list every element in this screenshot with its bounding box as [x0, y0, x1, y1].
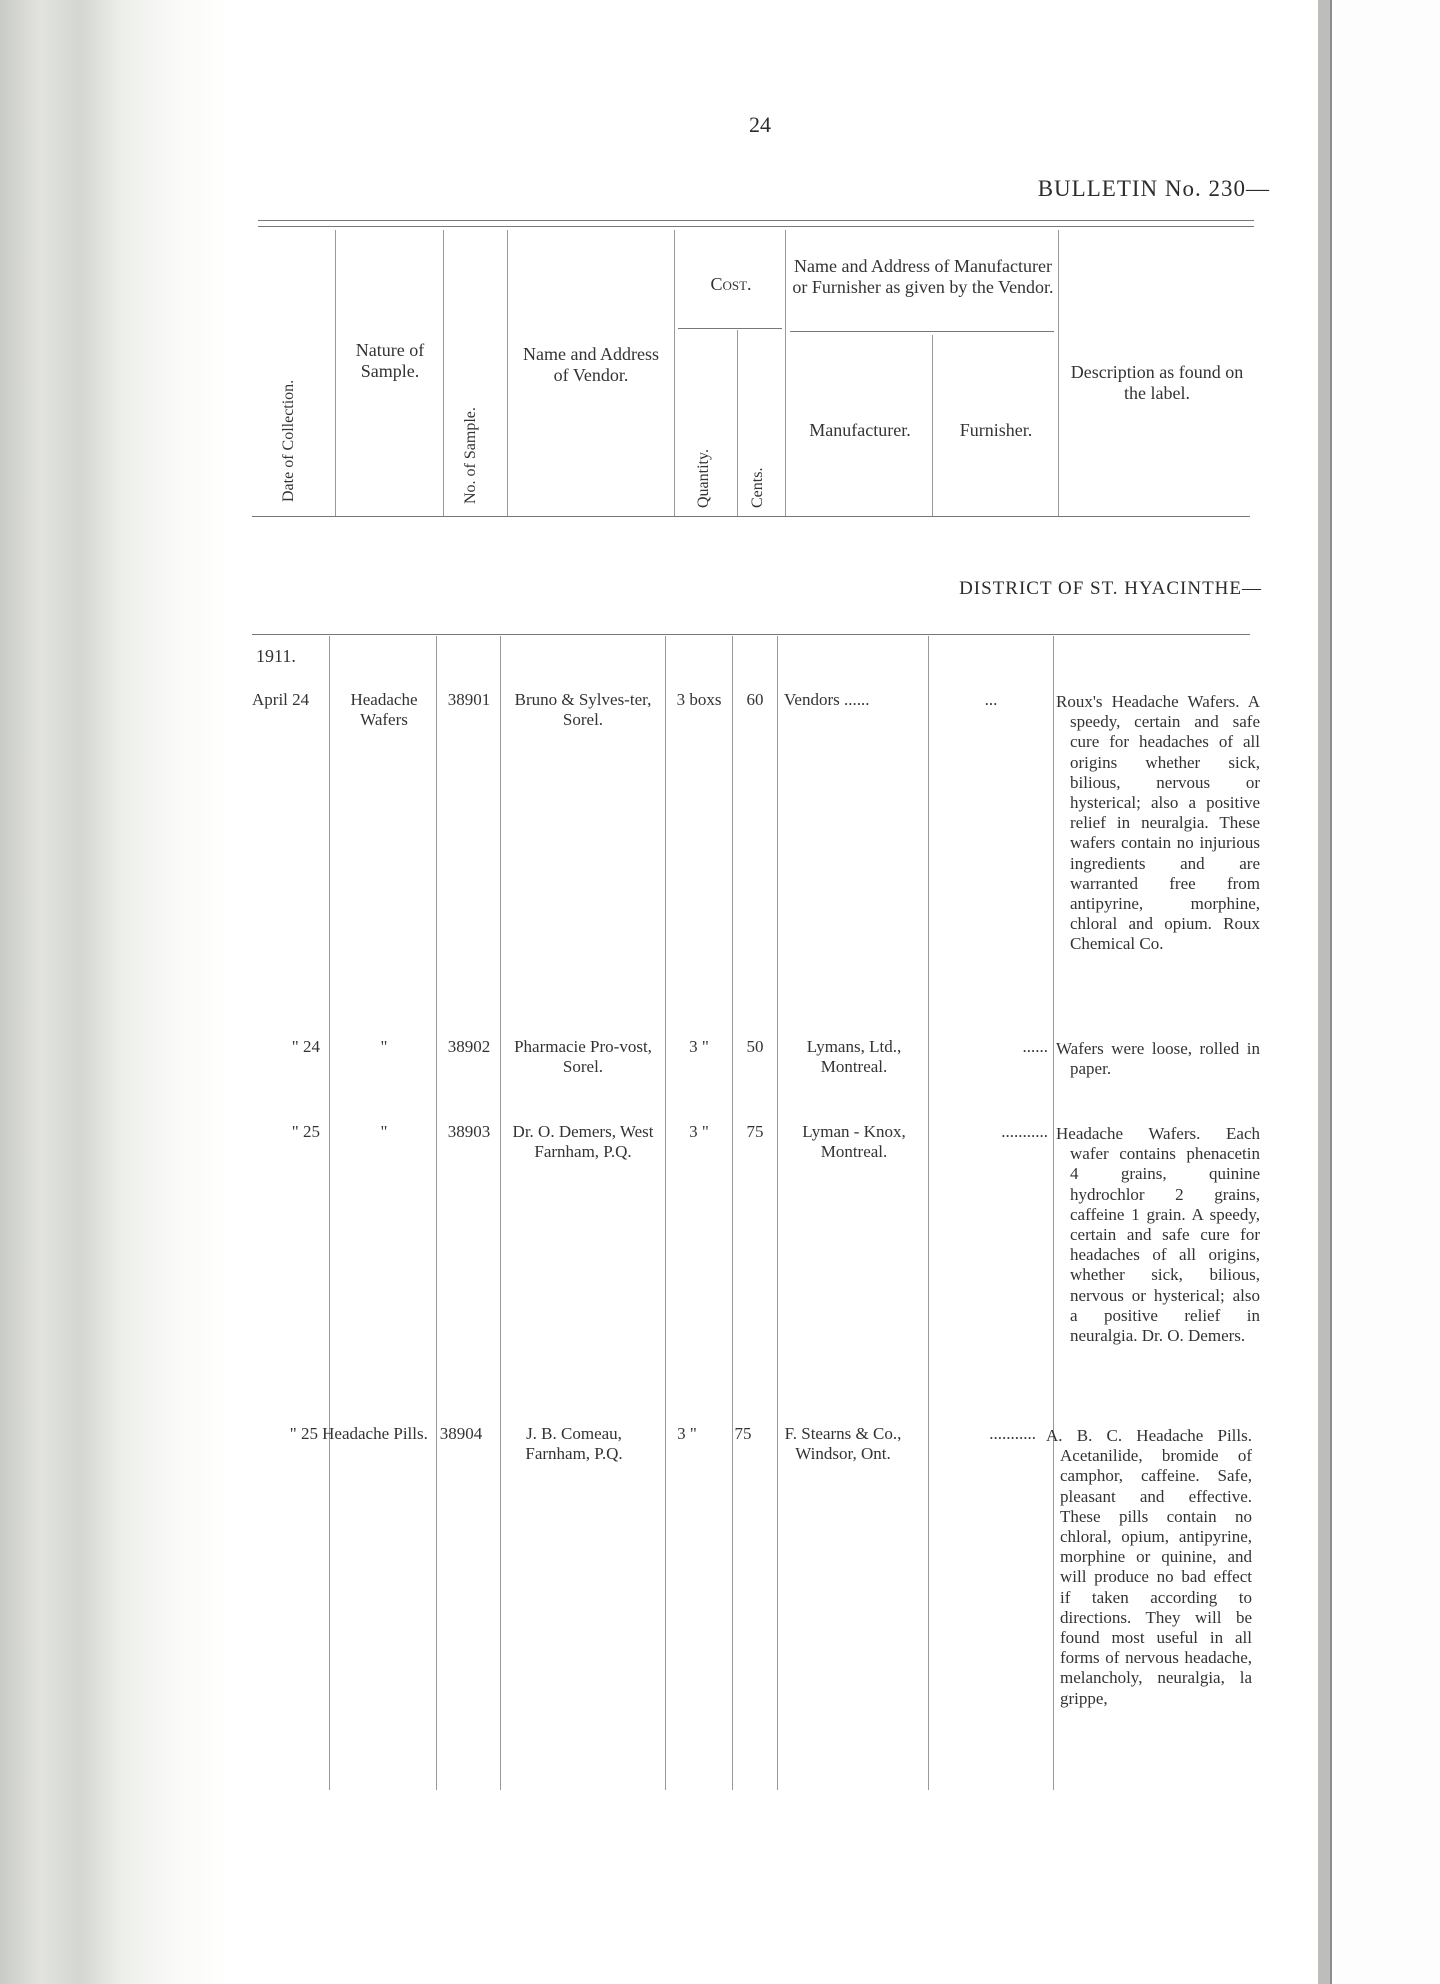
header-divider [737, 330, 738, 516]
row-manufacturer: F. Stearns & Co., Windsor, Ont. [784, 1424, 902, 1463]
row-vendor: J. B. Comeau, Farnham, P.Q. [525, 1424, 623, 1463]
row-furnisher: ...... [1022, 1037, 1048, 1056]
row-date: April 24 [252, 690, 310, 709]
row-description: Headache Wafers. Each wafer contains phenacetin 4 grains, quinine hydrochlor 2 grains, caffeine 1 grain. A speedy, certain and safe cure for headaches of all origins, whether sick, bilious, nervous or hysterical; also a positive relief in neuralgia. Dr. O. Demers. [1056, 1124, 1260, 1346]
row-nature: " [380, 1122, 388, 1141]
quantity-header: Quantity. [695, 449, 712, 508]
header-divider [674, 230, 675, 516]
district-heading: DISTRICT OF ST. HYACINTHE— [959, 578, 1262, 599]
body-divider [732, 636, 733, 1790]
row-manufacturer: Lyman - Knox, Montreal. [802, 1122, 906, 1161]
body-top-rule [252, 634, 1250, 635]
row-manufacturer: Lymans, Ltd., Montreal. [806, 1037, 902, 1076]
header-divider [785, 230, 786, 516]
row-vendor: Pharmacie Pro-vost, Sorel. [514, 1037, 652, 1076]
body-divider [500, 636, 501, 1790]
page-number: 24 [749, 112, 771, 137]
row-nature: " [380, 1037, 388, 1056]
running-head: BULLETIN No. 230— [1037, 176, 1270, 201]
row-sample-no: 38902 [447, 1037, 491, 1056]
row-date: " 25 [291, 1122, 320, 1141]
next-page-edge [1330, 0, 1440, 1984]
body-divider [436, 636, 437, 1790]
year-label: 1911. [256, 646, 296, 666]
manufacturer-subrule [790, 331, 1054, 332]
body-divider [928, 636, 929, 1790]
row-nature: Headache Wafers [350, 690, 418, 729]
manufacturer-group-header: Name and Address of Manufacturer or Furnisher as given by the Vendor. [792, 256, 1054, 297]
row-date: " 24 [291, 1037, 320, 1056]
header-divider [335, 230, 336, 516]
body-divider [665, 636, 666, 1790]
body-divider [329, 636, 330, 1790]
row-cents: 60 [746, 690, 764, 709]
row-furnisher: ... [984, 690, 998, 709]
header-top-rule-2 [258, 226, 1254, 227]
page-edge-shadow [1318, 0, 1330, 1984]
row-cents: 50 [746, 1037, 764, 1056]
date-header: Date of Collection. [280, 379, 297, 502]
row-description: A. B. C. Headache Pills. Acetanilide, bromide of camphor, caffeine. Safe, pleasant and effective. These pills contain no chloral, opium, antipyrine, morphine or quinine, and will produce no bad effect if taken according to directions. They will be found most useful in all forms of nervous headache, melancholy, neuralgia, la grippe, [1046, 1426, 1252, 1708]
row-date: " 25 [289, 1424, 318, 1443]
row-quantity: 3 " [689, 1122, 709, 1141]
row-nature: Headache Pills. [322, 1424, 428, 1443]
row-sample-no: 38901 [447, 690, 491, 709]
header-divider [507, 230, 508, 516]
header-divider [1058, 230, 1059, 516]
header-divider [932, 335, 933, 516]
description-header: Description as found on the label. [1070, 362, 1244, 403]
row-description: Roux's Headache Wafers. A speedy, certain and safe cure for headaches of all origins whether sick, bilious, nervous or hysterical; also a positive relief in neuralgia. These wafers contain no injurious ingredients and are warranted free from antipyrine, morphine, chloral and opium. Roux Chemical Co. [1056, 692, 1260, 954]
row-furnisher: ........... [1001, 1122, 1048, 1141]
sample-no-header: No. of Sample. [462, 407, 479, 504]
manufacturer-header: Manufacturer. [809, 420, 911, 440]
row-quantity: 3 " [689, 1037, 709, 1056]
cost-header: Cost. [710, 274, 752, 294]
header-bottom-rule [252, 516, 1250, 517]
row-quantity: 3 boxs [676, 690, 722, 709]
nature-header: Nature of Sample. [355, 340, 425, 381]
header-divider [443, 230, 444, 516]
row-vendor: Bruno & Sylves-ter, Sorel. [514, 690, 652, 729]
row-furnisher: ........... [989, 1424, 1036, 1443]
furnisher-header: Furnisher. [959, 420, 1033, 440]
cost-subrule [678, 328, 782, 329]
row-manufacturer: Vendors ...... [784, 690, 870, 709]
row-sample-no: 38903 [447, 1122, 491, 1141]
vendor-header: Name and Address of Vendor. [523, 344, 659, 385]
row-vendor: Dr. O. Demers, West Farnham, P.Q. [512, 1122, 654, 1161]
row-sample-no: 38904 [439, 1424, 483, 1443]
row-quantity: 3 " [677, 1424, 697, 1443]
row-cents: 75 [746, 1122, 764, 1141]
header-top-rule [258, 220, 1254, 221]
body-divider [777, 636, 778, 1790]
row-description: Wafers were loose, rolled in paper. [1056, 1039, 1260, 1079]
row-cents: 75 [734, 1424, 752, 1443]
cents-header: Cents. [749, 467, 766, 508]
